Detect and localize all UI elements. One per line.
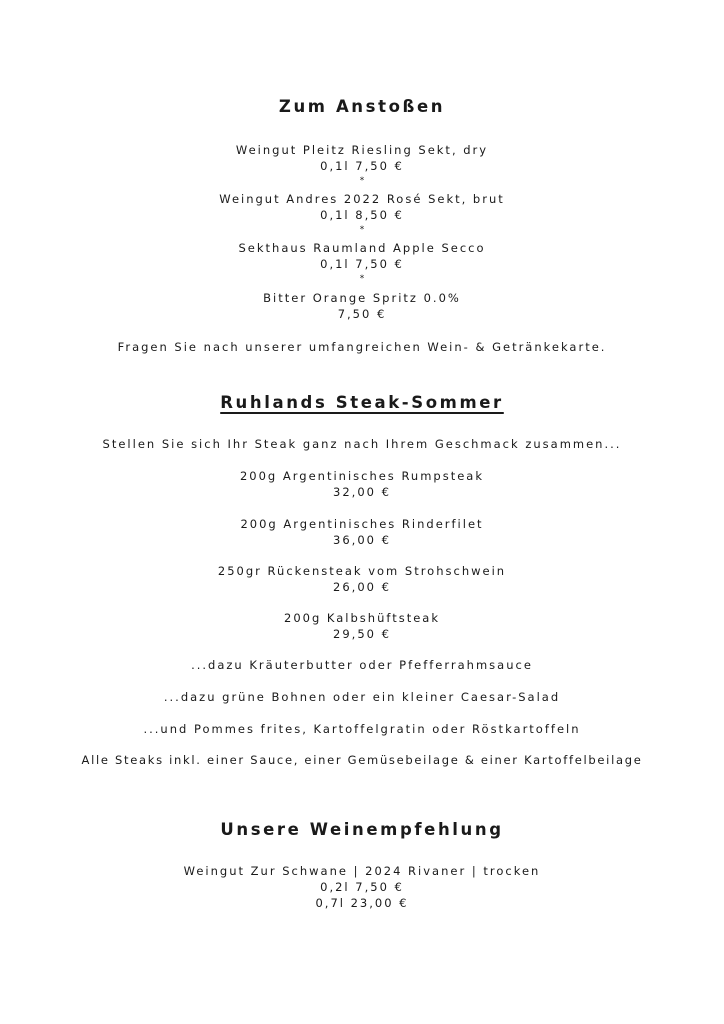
drink-item-name: Weingut Pleitz Riesling Sekt, dry	[235, 143, 489, 157]
drink-item-price: 0,1l 8,50 €	[320, 208, 404, 222]
steak-item-name: 250gr Rückensteak vom Strohschwein	[217, 564, 507, 578]
drink-item-price: 7,50 €	[337, 307, 387, 321]
wine-recommendation-name: Weingut Zur Schwane | 2024 Rivaner | trocken	[183, 864, 541, 878]
wine-price-glass: 0,2l 7,50 €	[320, 880, 404, 894]
steak-item-price: 32,00 €	[333, 485, 391, 499]
side-option: ...dazu Kräuterbutter oder Pfefferrahmsauce	[191, 658, 533, 672]
section-title-zum-anstossen: Zum Anstoßen	[278, 97, 446, 116]
steak-item-price: 29,50 €	[333, 627, 391, 641]
section-title-steak-sommer: Ruhlands Steak-Sommer	[220, 393, 504, 412]
drink-item-name: Weingut Andres 2022 Rosé Sekt, brut	[219, 192, 505, 206]
steak-inclusion-note: Alle Steaks inkl. einer Sauce, einer Gemüsebeilage & einer Kartoffelbeilage	[81, 753, 643, 767]
steak-item-price: 26,00 €	[333, 580, 391, 594]
steak-item-name: 200g Argentinisches Rinderfilet	[240, 517, 484, 531]
steak-item-name: 200g Kalbshüftsteak	[284, 611, 440, 625]
side-option: ...und Pommes frites, Kartoffelgratin oder Röstkartoffeln	[143, 722, 581, 736]
steak-item-price: 36,00 €	[333, 533, 391, 547]
steak-item-name: 200g Argentinisches Rumpsteak	[239, 469, 485, 483]
wine-price-bottle: 0,7l 23,00 €	[315, 896, 409, 910]
drink-item-name: Sekthaus Raumland Apple Secco	[238, 241, 486, 255]
drink-item-price: 0,1l 7,50 €	[320, 257, 404, 271]
drink-item-price: 0,1l 7,50 €	[320, 159, 404, 173]
separator-star: *	[359, 274, 365, 284]
drink-item-name: Bitter Orange Spritz 0.0%	[263, 291, 461, 305]
steak-intro: Stellen Sie sich Ihr Steak ganz nach Ihrem Geschmack zusammen...	[102, 437, 622, 451]
section-title-weinempfehlung: Unsere Weinempfehlung	[220, 820, 504, 839]
wine-list-note: Fragen Sie nach unserer umfangreichen Wein- & Getränkekarte.	[117, 340, 607, 354]
separator-star: *	[359, 176, 365, 186]
side-option: ...dazu grüne Bohnen oder ein kleiner Caesar-Salad	[163, 690, 561, 704]
separator-star: *	[359, 225, 365, 235]
